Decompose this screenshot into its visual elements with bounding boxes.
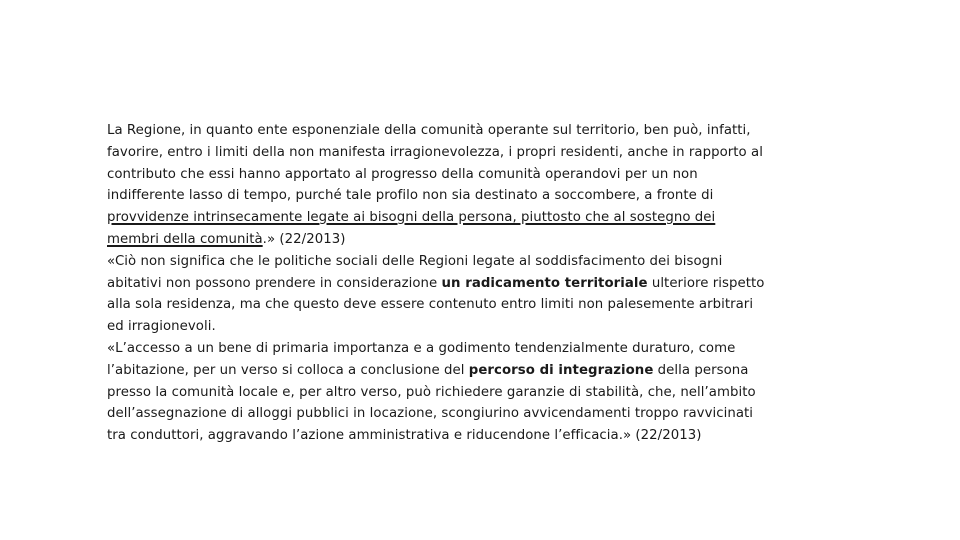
paragraph3-line3: presso la comunità locale e, per altro verso, può richiedere garanzie di stabilità, che, nell’ambito [107,384,756,400]
paragraph3-line1: «L’accesso a un bene di primaria importanza e a godimento tendenzialmente duraturo, come [107,340,736,356]
paragraph1-line6 [107,229,847,251]
paragraph3-line4: dell’assegnazione di alloggi pubblici in locazione, scongiurino avvicendamenti troppo ravvicinati [107,406,754,422]
paragraph1-line3: contributo che essi hanno apportato al progresso della comunità operandovi per un non [107,166,698,182]
quote-text-block [107,120,847,447]
paragraph1-line1: La Regione, in quanto ente esponenziale della comunità operante sul territorio, ben può, infatti, [107,123,751,138]
paragraph2-line1: «Ciò non significa che le politiche sociali delle Regioni legate al soddisfacimento dei bisogni [107,253,723,269]
bold-phrase: percorso di integrazione [468,362,654,378]
citation: .» (22/2013) [262,231,346,247]
text-segment: della persona [653,362,749,378]
paragraph2-line3: alla sola residenza, ma che questo deve essere contenuto entro limiti non palesemente arbitrari [107,297,754,313]
paragraph2-line4: ed irragionevoli. [107,319,216,335]
paragraph1-line2: favorire, entro i limiti della non manifesta irragionevolezza, i propri residenti, anche in rapporto al [107,144,763,160]
text-segment: abitativi non possono prendere in considerazione [107,275,442,291]
paragraph3-line2 [107,360,847,382]
paragraph1-line4: indifferente lasso di tempo, purché tale profilo non sia destinato a soccombere, a fronte di [107,188,714,204]
bold-phrase: un radicamento territoriale [441,275,648,291]
paragraph2-line2 [107,273,847,295]
text-segment: l’abitazione, per un verso si colloca a conclusione del [107,362,469,378]
underlined-phrase: membri della comunità [107,231,263,247]
paragraph3-line5: tra conduttori, aggravando l’azione amministrativa e riducendone l’efficacia.» (22/2013) [107,428,702,444]
text-segment: ulteriore rispetto [647,275,765,291]
paragraph1-line5-underlined: provvidenze intrinsecamente legate ai bisogni della persona, piuttosto che al sostegno dei [107,210,716,226]
